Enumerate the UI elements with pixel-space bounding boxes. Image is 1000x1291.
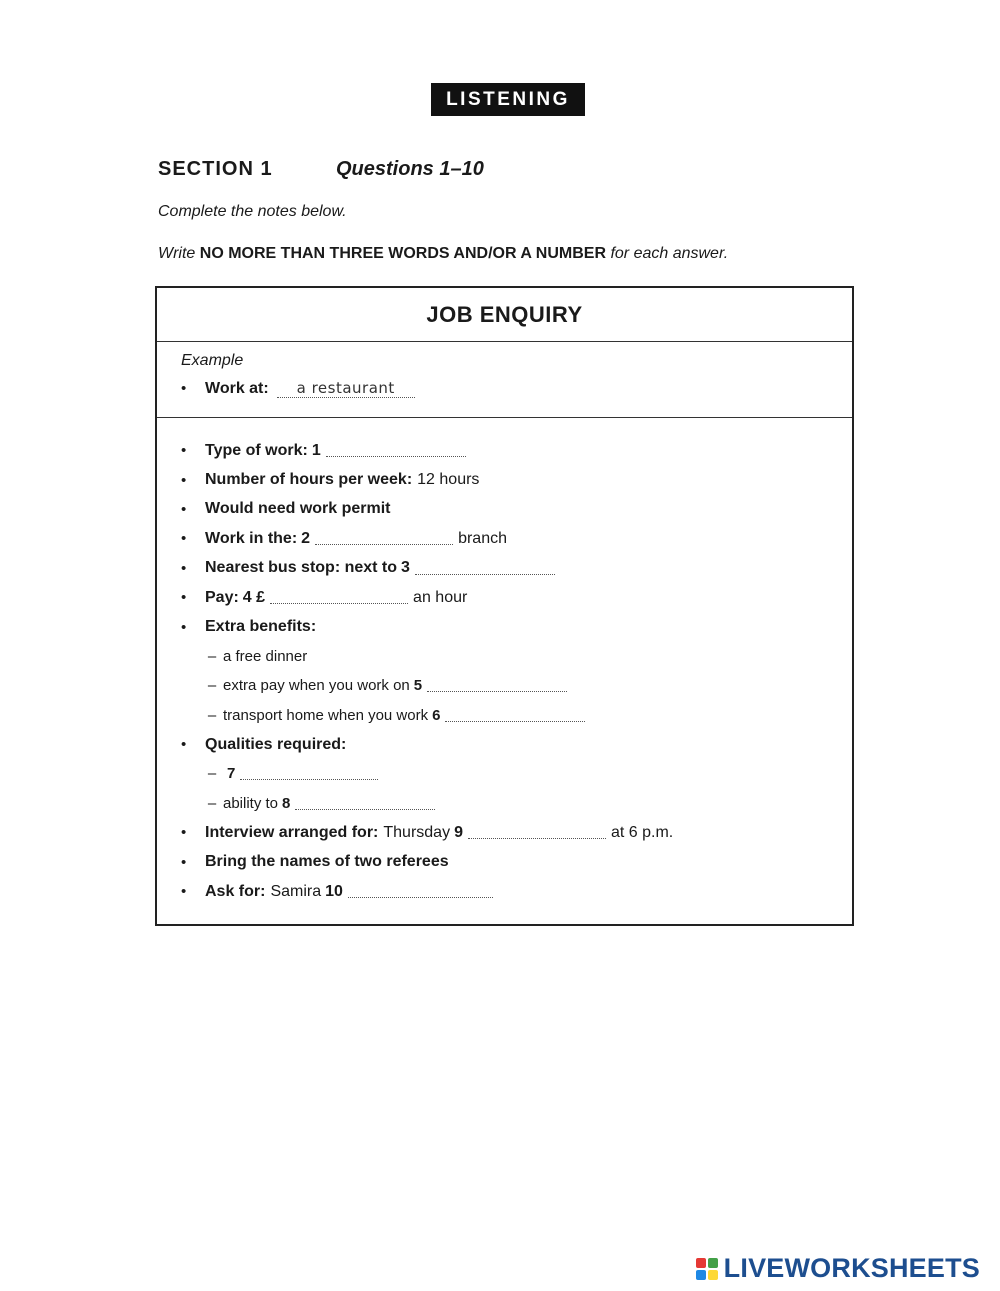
item-label: Number of hours per week: [205,471,413,489]
list-item [181,671,832,700]
question-number: 7 [227,765,236,783]
logo-square-blue [696,1270,706,1280]
logo-icon [696,1258,718,1280]
item-label: Qualities required: [205,735,347,753]
answer-field-6[interactable] [445,709,585,722]
question-number: 1 [311,441,321,459]
question-number: 2 [301,529,311,547]
list-item [181,465,832,494]
question-number: 4 £ [242,588,266,606]
answer-field-9[interactable] [468,826,606,839]
answer-field-4[interactable] [270,591,408,604]
question-number: 6 [432,706,441,724]
list-item [181,524,832,553]
question-number: 8 [282,794,291,812]
answer-field-8[interactable] [295,797,435,810]
item-value: at 6 p.m. [610,823,674,841]
dash-icon: – [207,794,217,812]
bullet-icon: • [181,380,187,397]
item-label: Nearest bus stop: next to [205,559,398,577]
list-item [181,818,832,847]
answer-field-2[interactable] [315,532,453,545]
logo-square-red [696,1258,706,1268]
example-item: Work at: [205,380,269,397]
question-number: 3 [401,559,410,577]
dash-icon: – [207,706,217,724]
item-label: Would need work permit [205,500,391,518]
item-value: branch [458,529,507,547]
logo-square-green [708,1258,718,1268]
bullet-icon: • [181,824,187,842]
item-value: 12 hours [417,471,480,489]
list-item [181,847,832,876]
bullet-icon: • [181,500,187,518]
example-answer: a restaurant [277,379,415,398]
item-label: Ask for: [205,882,266,900]
brand-name: LIVEWORKSHEETS [723,1253,980,1283]
answer-field-3[interactable] [415,562,555,575]
section-heading [158,158,484,181]
bullet-icon: • [181,471,187,489]
section-label: SECTION 1 [158,158,273,180]
instruction-post: for each answer. [606,245,729,262]
questions-label: Questions 1–10 [336,158,484,180]
bullet-icon: • [181,883,187,901]
answer-field-7[interactable] [240,767,378,780]
list-item [181,495,832,524]
item-value: an hour [413,588,468,606]
instruction-word-limit [158,245,728,263]
list-item [181,612,832,641]
notes-box [155,286,854,926]
item-label: Work in the: [205,529,298,547]
item-label: Bring the names of two referees [205,853,449,871]
item-value: ability to [223,794,279,812]
question-number: 9 [454,823,463,841]
listening-badge: LISTENING [431,83,585,116]
bullet-icon: • [181,618,187,636]
item-value: extra pay when you work on [223,677,410,695]
answer-field-10[interactable] [348,885,493,898]
item-value: a free dinner [223,647,308,665]
list-item [181,554,832,583]
list-item [181,759,832,788]
box-title: JOB ENQUIRY [157,288,852,342]
instruction-pre: Write [158,245,200,262]
item-label: Pay: [205,588,239,606]
item-value: Thursday [383,823,451,841]
item-value: transport home when you work [223,706,429,724]
answer-field-1[interactable] [326,444,466,457]
list-item [181,789,832,818]
notes-list [181,436,832,906]
bullet-icon: • [181,530,187,548]
logo-square-yellow [708,1270,718,1280]
list-item [181,642,832,671]
example-row [181,379,415,398]
instruction-bold: NO MORE THAN THREE WORDS AND/OR A NUMBER [199,245,606,262]
liveworksheets-logo [696,1253,980,1284]
question-number: 10 [325,882,343,900]
item-label: Type of work: [205,441,308,459]
list-item [181,701,832,730]
example-area [157,342,852,418]
bullet-icon: • [181,853,187,871]
item-label: Extra benefits: [205,618,317,636]
list-item [181,730,832,759]
bullet-icon: • [181,736,187,754]
list-item [181,436,832,465]
example-label: Example [181,352,244,369]
item-value: Samira [270,882,322,900]
answer-field-5[interactable] [427,679,567,692]
dash-icon: – [207,647,217,665]
item-label: Interview arranged for: [205,823,379,841]
bullet-icon: • [181,589,187,607]
dash-icon: – [207,765,217,783]
bullet-icon: • [181,559,187,577]
list-item [181,877,832,906]
instruction-complete: Complete the notes below. [158,203,347,220]
list-item [181,583,832,612]
question-number: 5 [413,677,423,695]
dash-icon: – [207,677,217,695]
bullet-icon: • [181,442,187,460]
